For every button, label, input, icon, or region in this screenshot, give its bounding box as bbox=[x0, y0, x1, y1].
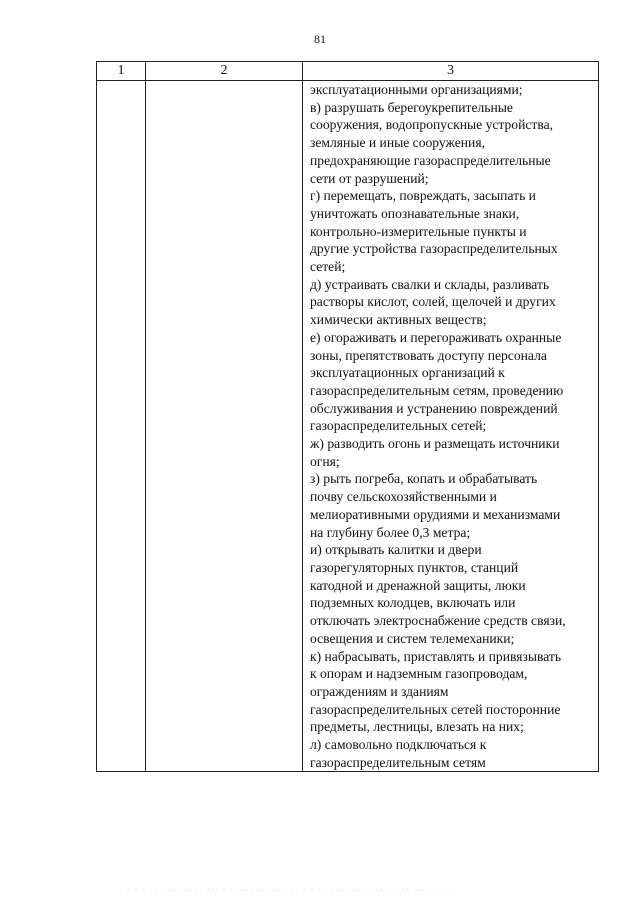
text-line: катодной и дренажной защиты, люки bbox=[310, 577, 526, 593]
text-line: д) устраивать свалки и склады, разливать bbox=[310, 276, 550, 292]
text-line: уничтожать опознавательные знаки, bbox=[310, 205, 520, 221]
text-line: г) перемещать, повреждать, засыпать и bbox=[310, 188, 536, 204]
page-number: 81 bbox=[314, 32, 326, 46]
text-line: эксплуатационными организациями; bbox=[310, 82, 523, 97]
header-col-2: 2 bbox=[146, 62, 303, 81]
text-line: обслуживания и устранению повреждений bbox=[310, 400, 558, 416]
text-line: земляные и иные сооружения, bbox=[310, 135, 485, 151]
text-line: зоны, препятствовать доступу персонала bbox=[310, 347, 547, 363]
text-line: эксплуатационных организаций к bbox=[310, 365, 505, 381]
header-col-1: 1 bbox=[97, 62, 146, 81]
scan-artifact-marks: · · · · ·· · ·· ··· ·· ··· · ·· ··· ·· ··· · ·· · · ·· · ·· ··· ·· ·· · · ·· ··· · ·· · bbox=[120, 888, 453, 894]
text-line: е) огораживать и перегораживать охранные bbox=[310, 329, 562, 345]
text-line: предметы, лестницы, влезать на них; bbox=[310, 719, 524, 735]
text-line: л) самовольно подключаться к bbox=[310, 737, 487, 753]
text-line: газораспределительным сетям bbox=[310, 754, 486, 770]
text-line: ограждениям и зданиям bbox=[310, 683, 449, 699]
text-line: почву сельскохозяйственными и bbox=[310, 489, 497, 505]
table-row bbox=[97, 81, 599, 772]
text-line: сетей; bbox=[310, 259, 346, 275]
cell-col-1 bbox=[97, 81, 146, 772]
table-header-row bbox=[97, 62, 599, 81]
text-line: растворы кислот, солей, щелочей и других bbox=[310, 294, 556, 310]
header-col-3: 3 bbox=[303, 62, 599, 81]
text-line: газораспределительным сетям, проведению bbox=[310, 382, 564, 398]
text-line: и) открывать калитки и двери bbox=[310, 542, 482, 558]
text-line: газораспределительных сетей посторонние bbox=[310, 701, 561, 717]
text-line: химически активных веществ; bbox=[310, 312, 487, 328]
text-line: газорегуляторных пунктов, станций bbox=[310, 559, 519, 575]
text-line: мелиоративными орудиями и механизмами bbox=[310, 506, 561, 522]
text-line: подземных колодцев, включать или bbox=[310, 595, 516, 611]
text-line: сети от разрушений; bbox=[310, 170, 429, 186]
text-line: предохраняющие газораспределительные bbox=[310, 152, 551, 168]
column-3-text bbox=[303, 81, 598, 771]
text-line: газораспределительных сетей; bbox=[310, 418, 487, 434]
text-line: освещения и систем телемеханики; bbox=[310, 630, 515, 646]
text-line: другие устройства газораспределительных bbox=[310, 241, 558, 257]
text-line: к) набрасывать, приставлять и привязывать bbox=[310, 648, 562, 664]
text-line: к опорам и надземным газопроводам, bbox=[310, 666, 528, 682]
text-line: сооружения, водопропускные устройства, bbox=[310, 117, 554, 133]
text-line: на глубину более 0,3 метра; bbox=[310, 524, 471, 540]
text-line: в) разрушать берегоукрепительные bbox=[310, 99, 513, 115]
document-table bbox=[96, 61, 599, 772]
text-line: з) рыть погреба, копать и обрабатывать bbox=[310, 471, 538, 487]
text-line: отключать электроснабжение средств связи, bbox=[310, 613, 566, 629]
cell-col-2 bbox=[146, 81, 303, 772]
text-line: ж) разводить огонь и размещать источники bbox=[310, 436, 560, 452]
cell-col-3 bbox=[303, 81, 599, 772]
text-line: огня; bbox=[310, 453, 340, 469]
text-line: контрольно-измерительные пункты и bbox=[310, 223, 527, 239]
